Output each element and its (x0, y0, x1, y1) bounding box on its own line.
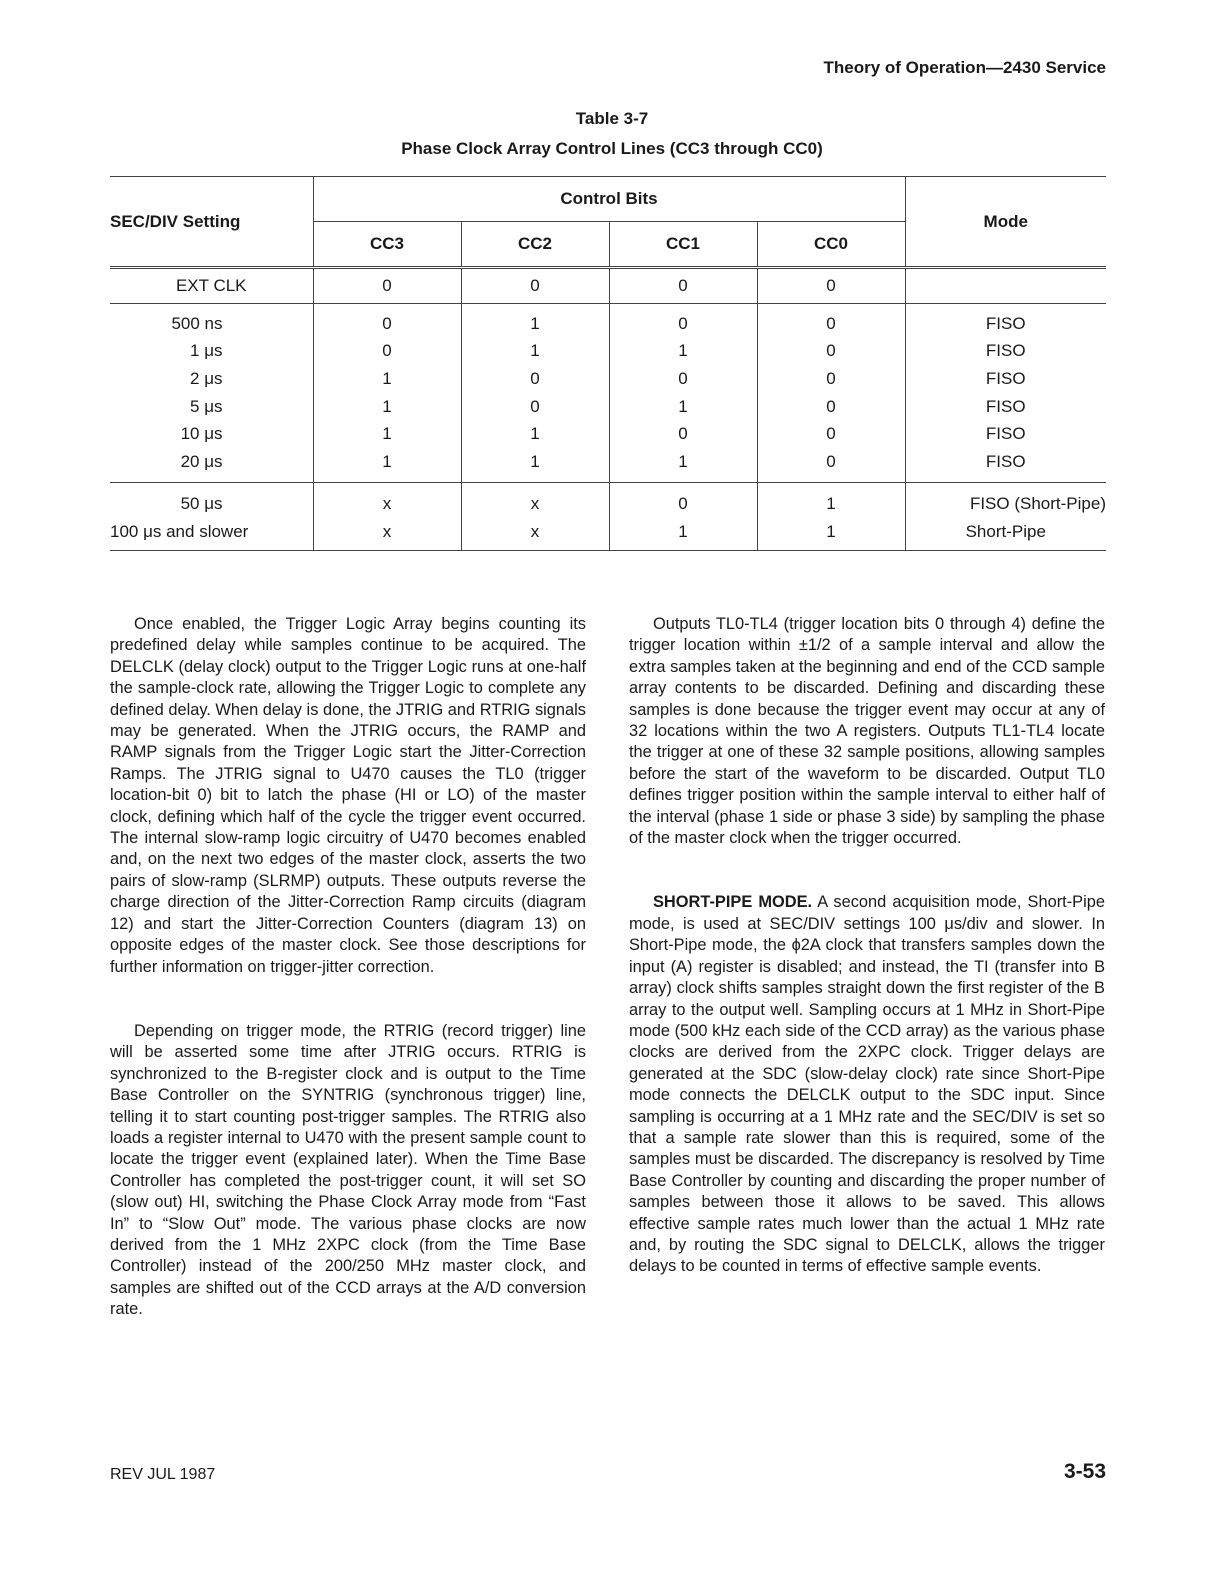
cell-setting: 5 μs (190, 396, 223, 416)
cell-cc3: x (313, 518, 461, 550)
cell-cc2: 1 (461, 448, 609, 482)
cell-cc3: 1 (313, 365, 461, 393)
cell-cc1: 0 (609, 420, 757, 448)
running-header: Theory of Operation—2430 Service (823, 58, 1106, 77)
col-header-cc0: CC0 (757, 222, 905, 268)
cell-cc2: x (461, 518, 609, 550)
cell-cc3: 0 (313, 338, 461, 366)
cell-cc0: 0 (757, 448, 905, 482)
cell-mode: FISO (Short-Pipe) (905, 482, 1106, 518)
cell-cc0: 0 (757, 420, 905, 448)
col-header-sec-div: SEC/DIV Setting (110, 177, 313, 268)
cell-cc1: 0 (609, 482, 757, 518)
cell-mode: Short-Pipe (905, 518, 1106, 550)
cell-cc3: x (313, 482, 461, 518)
cell-setting: 10 μs (180, 424, 223, 444)
cell-cc0: 0 (757, 338, 905, 366)
right-text-column (629, 614, 1105, 1278)
table-row (110, 338, 1106, 366)
cell-setting: 500 ns (171, 313, 223, 333)
col-header-mode: Mode (905, 177, 1106, 268)
col-header-cc1: CC1 (609, 222, 757, 268)
table-row (110, 518, 1106, 550)
cell-cc1: 1 (609, 393, 757, 421)
paragraph-trigger-location: Outputs TL0-TL4 (trigger location bits 0 through 4) define the trigger location within ±1/2 of a sample interval and allow the extra samples taken at the beginning and end of the CCD sample array contents to be discarded. Defining and discarding these samples is done because the trigger event may occur at any of 32 locations within the two A registers. Outputs TL1-TL4 locate the trigger at one of these 32 sample positions, allowing samples before the start of the waveform to be discarded. Output TL0 defines trigger position within the sample interval to either half of the interval (phase 1 side or phase 3 side) by sampling the phase of the master clock when the trigger occurred. (629, 615, 1105, 848)
cell-setting: 100 μs and slower (110, 518, 313, 550)
table-row (110, 448, 1106, 482)
cell-cc3: 1 (313, 393, 461, 421)
table-caption-block (0, 104, 1224, 164)
cell-setting: 2 μs (190, 368, 223, 388)
section-title-short-pipe: SHORT-PIPE MODE. (653, 893, 813, 912)
cell-setting: EXT CLK (110, 268, 313, 304)
cell-setting: 1 μs (190, 341, 223, 361)
cell-cc3: 0 (313, 268, 461, 304)
col-header-control-bits: Control Bits (313, 177, 905, 222)
cell-cc3: 1 (313, 448, 461, 482)
table-row (110, 268, 1106, 304)
cell-cc0: 1 (757, 482, 905, 518)
cell-cc1: 0 (609, 365, 757, 393)
col-header-cc3: CC3 (313, 222, 461, 268)
cell-cc1: 0 (609, 304, 757, 338)
control-lines-table (110, 176, 1106, 551)
col-header-cc2: CC2 (461, 222, 609, 268)
cell-cc3: 1 (313, 420, 461, 448)
cell-cc0: 0 (757, 304, 905, 338)
cell-mode: FISO (905, 304, 1106, 338)
cell-cc1: 1 (609, 338, 757, 366)
cell-cc2: x (461, 482, 609, 518)
cell-cc2: 0 (461, 365, 609, 393)
cell-cc2: 0 (461, 268, 609, 304)
cell-cc1: 1 (609, 448, 757, 482)
table-row (110, 420, 1106, 448)
table-row (110, 393, 1106, 421)
cell-cc2: 1 (461, 338, 609, 366)
short-pipe-body: A second acquisition mode, Short-Pipe mode, is used at SEC/DIV settings 100 μs/div and slower. In Short-Pipe mode, the ϕ2A clock that transfers samples down the input (A) register is disabled; and instead, the TI (transfer into B array) clock shifts samples straight down the first register of the B array to the output well. Sampling occurs at 1 MHz in Short-Pipe mode (500 kHz each side of the CCD array) as the various phase clocks are derived from the 2XPC clock. Trigger delays are generated at the SDC (slow-delay clock) rate since Short-Pipe mode connects the DELCLK output to the SDC input. Since sampling is occurring at a 1 MHz rate and the SEC/DIV is set so that a sample rate slower than this is required, some of the samples must be discarded. The discrepancy is resolved by Time Base Controller by counting and discarding the proper number of samples between those it allows to be saved. This allows effective sample rates much lower than the actual 1 MHz rate and, by routing the SDC signal to DELCLK, allows the trigger delays to be counted in terms of effective sample events. (629, 893, 1105, 1276)
cell-cc2: 1 (461, 304, 609, 338)
cell-mode: FISO (905, 365, 1106, 393)
cell-setting: 20 μs (180, 451, 223, 471)
cell-cc0: 1 (757, 518, 905, 550)
table-row (110, 304, 1106, 338)
paragraph-trigger-logic: Once enabled, the Trigger Logic Array begins counting its predefined delay while samples continue to be acquired. The DELCLK (delay clock) output to the Trigger Logic runs at one-half the sample-clock rate, allowing the Trigger Logic to complete any defined delay. When delay is done, the JTRIG and RTRIG signals may be generated. When the JTRIG occurs, the RAMP and RAMP signals from the Trigger Logic start the Jitter-Correction Ramps. The JTRIG signal to U470 causes the TL0 (trigger location-bit 0) bit to latch the phase (HI or LO) of the master clock, defining which half of the cycle the trigger event occurred. The internal slow-ramp logic circuitry of U470 becomes enabled and, on the next two edges of the master clock, asserts the two pairs of slow-ramp (SLRMP) outputs. These outputs reverse the charge direction of the Jitter-Correction Ramp circuits (diagram 12) and start the Jitter-Correction Counters (diagram 13) on opposite edges of the master clock. See those descriptions for further information on trigger-jitter correction. (110, 615, 586, 976)
cell-mode: FISO (905, 448, 1106, 482)
paragraph-rtrig: Depending on trigger mode, the RTRIG (record trigger) line will be asserted some time after JTRIG occurs. RTRIG is synchronized to the B-register clock and is output to the Time Base Controller on the SYNTRIG (synchronous trigger) line, telling it to start counting post-trigger samples. The RTRIG also loads a register internal to U470 with the present sample count to locate the trigger event (explained later). When the Time Base Controller has completed the post-trigger count, it will set SO (slow out) HI, switching the Phase Clock Array mode from “Fast In” to “Slow Out” mode. The various phase clocks are now derived from the 1 MHz 2XPC clock (from the Time Base Controller) instead of the 200/250 MHz master clock, and samples are shifted out of the CCD arrays at the A/D conversion rate. (110, 1021, 586, 1319)
cell-setting: 50 μs (110, 482, 313, 518)
cell-cc2: 1 (461, 420, 609, 448)
cell-mode: FISO (905, 338, 1106, 366)
cell-cc0: 0 (757, 268, 905, 304)
cell-cc1: 1 (609, 518, 757, 550)
control-lines-table-wrap (110, 176, 1106, 551)
left-text-column (110, 614, 586, 1321)
table-row (110, 365, 1106, 393)
paragraph-short-pipe (629, 892, 1105, 1277)
table-number: Table 3-7 (575, 109, 649, 128)
cell-mode: FISO (905, 393, 1106, 421)
cell-cc0: 0 (757, 393, 905, 421)
cell-cc3: 0 (313, 304, 461, 338)
cell-mode (905, 268, 1106, 304)
cell-cc0: 0 (757, 365, 905, 393)
cell-cc2: 0 (461, 393, 609, 421)
table-row (110, 482, 1106, 518)
page-number: 3-53 (1063, 1460, 1106, 1483)
table-caption: Phase Clock Array Control Lines (CC3 through CC0) (401, 139, 823, 158)
cell-cc1: 0 (609, 268, 757, 304)
revision-footer: REV JUL 1987 (110, 1466, 216, 1483)
cell-mode: FISO (905, 420, 1106, 448)
